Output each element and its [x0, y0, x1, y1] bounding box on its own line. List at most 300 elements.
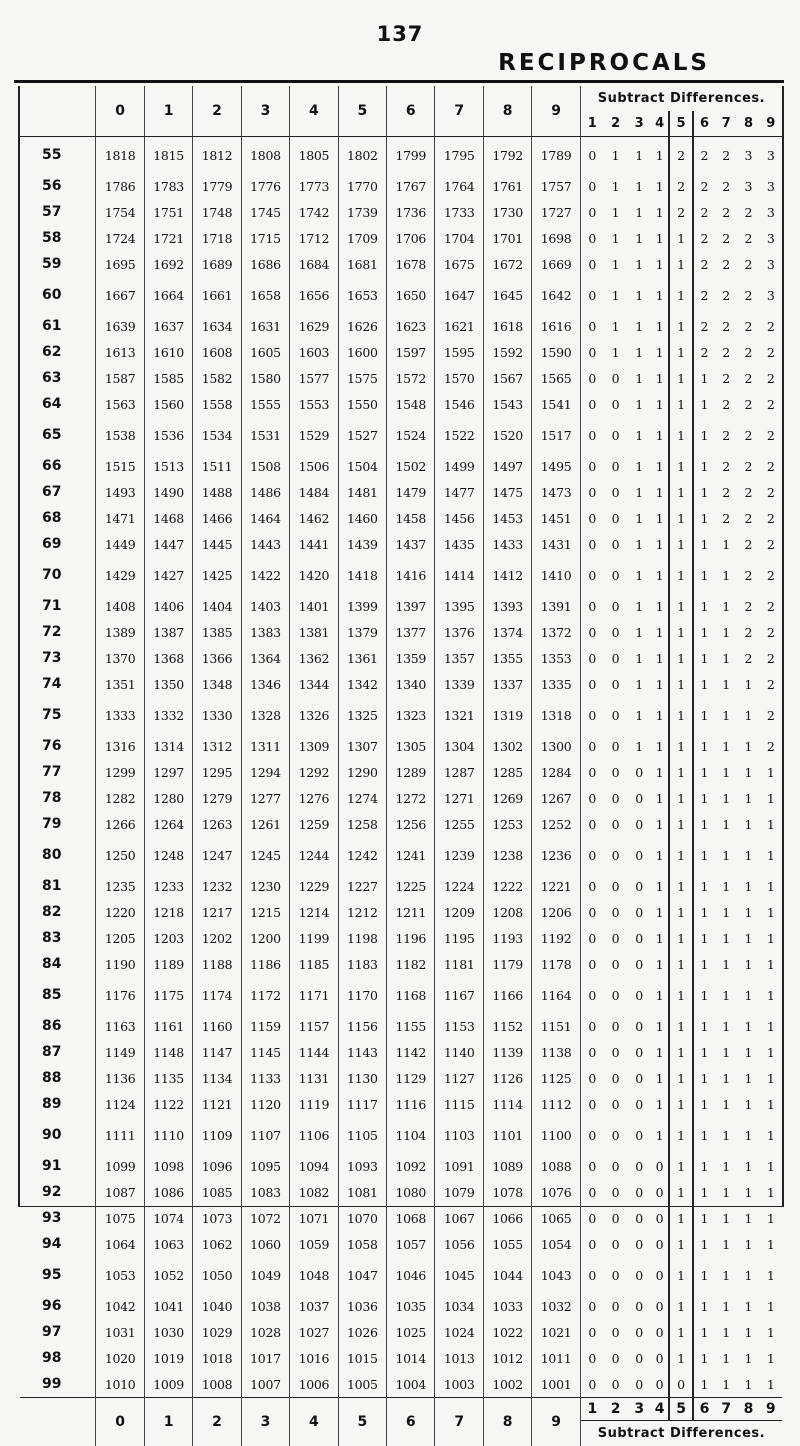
- row-number: 91: [20, 1153, 96, 1179]
- difference-value: 0: [604, 925, 628, 951]
- difference-value: 1: [737, 925, 759, 951]
- difference-value: 2: [693, 173, 715, 199]
- difference-value: 0: [604, 1371, 628, 1398]
- reciprocal-value: 1120: [241, 1091, 289, 1117]
- difference-value: 2: [760, 733, 782, 759]
- difference-value: 1: [715, 697, 737, 733]
- reciprocal-value: 1098: [144, 1153, 192, 1179]
- reciprocal-value: 1005: [338, 1371, 386, 1398]
- reciprocal-value: 1163: [96, 1013, 144, 1039]
- reciprocal-value: 1159: [241, 1013, 289, 1039]
- difference-value: 1: [715, 1205, 737, 1231]
- reciprocal-value: 1218: [144, 899, 192, 925]
- table-row: [20, 313, 782, 339]
- reciprocal-value: 1302: [483, 733, 531, 759]
- reciprocal-value: 1379: [338, 619, 386, 645]
- reciprocal-value: 1081: [338, 1179, 386, 1205]
- reciprocal-value: 1406: [144, 593, 192, 619]
- difference-value: 1: [651, 557, 669, 593]
- reciprocal-value: 1079: [435, 1179, 483, 1205]
- difference-value: 1: [693, 1065, 715, 1091]
- reciprocal-value: 1176: [96, 977, 144, 1013]
- reciprocal-value: 1072: [241, 1205, 289, 1231]
- row-number: 78: [20, 785, 96, 811]
- footer-subtract-differences-label: Subtract Differences.: [580, 1421, 782, 1446]
- row-number: 82: [20, 899, 96, 925]
- reciprocal-value: 1757: [532, 173, 580, 199]
- reciprocal-value: 1802: [338, 137, 386, 174]
- reciprocal-value: 1175: [144, 977, 192, 1013]
- difference-value: 1: [669, 1039, 693, 1065]
- table-row: [20, 479, 782, 505]
- reciprocal-value: 1481: [338, 479, 386, 505]
- difference-value: 1: [760, 899, 782, 925]
- reciprocal-value: 1282: [96, 785, 144, 811]
- difference-value: 1: [737, 1065, 759, 1091]
- difference-value: 1: [651, 645, 669, 671]
- difference-value: 1: [715, 785, 737, 811]
- reciprocal-value: 1742: [290, 199, 338, 225]
- row-number: 95: [20, 1257, 96, 1293]
- difference-value: 0: [604, 811, 628, 837]
- reciprocal-value: 1522: [435, 417, 483, 453]
- reciprocal-value: 1024: [435, 1319, 483, 1345]
- reciprocal-value: 1114: [483, 1091, 531, 1117]
- reciprocal-value: 1458: [387, 505, 435, 531]
- reciprocal-value: 1647: [435, 277, 483, 313]
- difference-value: 1: [715, 925, 737, 951]
- reciprocal-value: 1764: [435, 173, 483, 199]
- difference-value: 2: [715, 453, 737, 479]
- table-row: [20, 785, 782, 811]
- reciprocal-value: 1042: [96, 1293, 144, 1319]
- difference-value: 1: [693, 1039, 715, 1065]
- reciprocal-value: 1055: [483, 1231, 531, 1257]
- reciprocal-value: 1348: [193, 671, 241, 697]
- difference-value: 0: [604, 593, 628, 619]
- difference-value: 0: [604, 1039, 628, 1065]
- difference-value: 0: [580, 645, 604, 671]
- table-row: [20, 225, 782, 251]
- difference-value: 1: [651, 479, 669, 505]
- difference-value: 2: [715, 505, 737, 531]
- difference-value: 2: [737, 365, 759, 391]
- reciprocals-table-frame: [18, 86, 784, 1207]
- difference-value: 1: [627, 365, 651, 391]
- col-header: 7: [435, 86, 483, 137]
- table-row: [20, 365, 782, 391]
- reciprocal-value: 1002: [483, 1371, 531, 1398]
- reciprocal-value: 1054: [532, 1231, 580, 1257]
- difference-value: 1: [693, 505, 715, 531]
- reciprocal-value: 1189: [144, 951, 192, 977]
- reciprocal-value: 1100: [532, 1117, 580, 1153]
- reciprocal-value: 1721: [144, 225, 192, 251]
- reciprocal-value: 1603: [290, 339, 338, 365]
- difference-value: 2: [760, 645, 782, 671]
- difference-value: 0: [580, 951, 604, 977]
- reciprocal-value: 1362: [290, 645, 338, 671]
- difference-value: 1: [760, 1117, 782, 1153]
- difference-value: 1: [715, 759, 737, 785]
- difference-value: 1: [715, 619, 737, 645]
- difference-value: 0: [627, 1117, 651, 1153]
- difference-value: 1: [669, 977, 693, 1013]
- difference-value: 1: [737, 1345, 759, 1371]
- reciprocal-value: 1046: [387, 1257, 435, 1293]
- difference-value: 1: [715, 977, 737, 1013]
- row-number: 65: [20, 417, 96, 453]
- difference-value: 1: [693, 1257, 715, 1293]
- reciprocal-value: 1572: [387, 365, 435, 391]
- difference-value: 1: [737, 1319, 759, 1345]
- difference-value: 0: [580, 199, 604, 225]
- page-title: RECIPROCALS: [498, 50, 710, 76]
- reciprocal-value: 1805: [290, 137, 338, 174]
- reciprocal-value: 1091: [435, 1153, 483, 1179]
- diff-col-header: 4: [651, 111, 669, 137]
- difference-value: 2: [760, 313, 782, 339]
- difference-value: 0: [580, 1205, 604, 1231]
- difference-value: 2: [715, 365, 737, 391]
- reciprocal-value: 1786: [96, 173, 144, 199]
- reciprocal-value: 1225: [387, 873, 435, 899]
- difference-value: 0: [651, 1179, 669, 1205]
- reciprocal-value: 1238: [483, 837, 531, 873]
- row-number: 98: [20, 1345, 96, 1371]
- reciprocal-value: 1595: [435, 339, 483, 365]
- difference-value: 1: [715, 531, 737, 557]
- reciprocal-value: 1092: [387, 1153, 435, 1179]
- diff-col-header: 2: [604, 111, 628, 137]
- reciprocal-value: 1082: [290, 1179, 338, 1205]
- difference-value: 1: [737, 977, 759, 1013]
- reciprocal-value: 1435: [435, 531, 483, 557]
- difference-value: 1: [737, 899, 759, 925]
- row-number: 75: [20, 697, 96, 733]
- difference-value: 0: [580, 1257, 604, 1293]
- difference-value: 1: [693, 417, 715, 453]
- reciprocal-value: 1004: [387, 1371, 435, 1398]
- difference-value: 1: [669, 339, 693, 365]
- difference-value: 0: [604, 1257, 628, 1293]
- difference-value: 1: [627, 697, 651, 733]
- row-number: 85: [20, 977, 96, 1013]
- reciprocal-value: 1736: [387, 199, 435, 225]
- footer-col-header: 8: [483, 1398, 531, 1446]
- reciprocal-value: 1585: [144, 365, 192, 391]
- difference-value: 1: [693, 557, 715, 593]
- reciprocals-table: [20, 86, 782, 1446]
- difference-value: 0: [627, 1179, 651, 1205]
- reciprocal-value: 1667: [96, 277, 144, 313]
- table-row: [20, 899, 782, 925]
- difference-value: 0: [627, 1205, 651, 1231]
- reciprocal-value: 1036: [338, 1293, 386, 1319]
- reciprocal-value: 1074: [144, 1205, 192, 1231]
- reciprocal-value: 1172: [241, 977, 289, 1013]
- reciprocal-value: 1272: [387, 785, 435, 811]
- reciprocal-value: 1099: [96, 1153, 144, 1179]
- difference-value: 1: [715, 1345, 737, 1371]
- difference-value: 0: [580, 873, 604, 899]
- difference-value: 1: [760, 1091, 782, 1117]
- reciprocal-value: 1650: [387, 277, 435, 313]
- reciprocal-value: 1290: [338, 759, 386, 785]
- reciprocal-value: 1484: [290, 479, 338, 505]
- table-row: [20, 619, 782, 645]
- reciprocal-value: 1188: [193, 951, 241, 977]
- reciprocal-value: 1044: [483, 1257, 531, 1293]
- difference-value: 0: [627, 899, 651, 925]
- reciprocal-value: 1344: [290, 671, 338, 697]
- difference-value: 0: [651, 1345, 669, 1371]
- table-row: [20, 1205, 782, 1231]
- difference-value: 1: [693, 1293, 715, 1319]
- row-number: 63: [20, 365, 96, 391]
- difference-value: 1: [651, 531, 669, 557]
- difference-value: 1: [715, 1293, 737, 1319]
- difference-value: 1: [737, 1371, 759, 1398]
- reciprocal-value: 1499: [435, 453, 483, 479]
- difference-value: 1: [627, 251, 651, 277]
- reciprocal-value: 1342: [338, 671, 386, 697]
- difference-value: 2: [715, 417, 737, 453]
- reciprocal-value: 1264: [144, 811, 192, 837]
- difference-value: 1: [651, 225, 669, 251]
- reciprocal-value: 1307: [338, 733, 386, 759]
- reciprocal-value: 1136: [96, 1065, 144, 1091]
- difference-value: 1: [737, 1231, 759, 1257]
- reciprocal-value: 1815: [144, 137, 192, 174]
- reciprocal-value: 1294: [241, 759, 289, 785]
- difference-value: 0: [651, 1231, 669, 1257]
- difference-value: 0: [604, 1153, 628, 1179]
- reciprocal-value: 1698: [532, 225, 580, 251]
- reciprocal-value: 1361: [338, 645, 386, 671]
- reciprocal-value: 1008: [193, 1371, 241, 1398]
- difference-value: 0: [651, 1371, 669, 1398]
- difference-value: 1: [760, 1205, 782, 1231]
- difference-value: 0: [604, 733, 628, 759]
- reciprocal-value: 1408: [96, 593, 144, 619]
- difference-value: 1: [693, 1345, 715, 1371]
- reciprocal-value: 1104: [387, 1117, 435, 1153]
- reciprocal-value: 1658: [241, 277, 289, 313]
- reciprocal-value: 1014: [387, 1345, 435, 1371]
- table-row: [20, 173, 782, 199]
- reciprocal-value: 1129: [387, 1065, 435, 1091]
- reciprocal-value: 1096: [193, 1153, 241, 1179]
- difference-value: 1: [627, 505, 651, 531]
- reciprocal-value: 1473: [532, 479, 580, 505]
- reciprocal-value: 1183: [338, 951, 386, 977]
- reciprocal-value: 1681: [338, 251, 386, 277]
- difference-value: 2: [693, 137, 715, 174]
- reciprocal-value: 1006: [290, 1371, 338, 1398]
- footer-col-header: 2: [193, 1398, 241, 1446]
- difference-value: 1: [693, 873, 715, 899]
- difference-value: 2: [737, 251, 759, 277]
- difference-value: 0: [580, 899, 604, 925]
- reciprocal-value: 1229: [290, 873, 338, 899]
- difference-value: 1: [669, 1013, 693, 1039]
- difference-value: 2: [737, 479, 759, 505]
- reciprocal-value: 1186: [241, 951, 289, 977]
- table-row: [20, 277, 782, 313]
- difference-value: 0: [604, 759, 628, 785]
- diff-col-header: 3: [627, 111, 651, 137]
- row-number: 87: [20, 1039, 96, 1065]
- reciprocal-value: 1045: [435, 1257, 483, 1293]
- reciprocal-value: 1168: [387, 977, 435, 1013]
- row-number: 71: [20, 593, 96, 619]
- reciprocal-value: 1330: [193, 697, 241, 733]
- reciprocal-value: 1672: [483, 251, 531, 277]
- reciprocal-value: 1493: [96, 479, 144, 505]
- difference-value: 2: [760, 671, 782, 697]
- reciprocal-value: 1211: [387, 899, 435, 925]
- difference-value: 0: [627, 1153, 651, 1179]
- reciprocal-value: 1059: [290, 1231, 338, 1257]
- reciprocal-value: 1253: [483, 811, 531, 837]
- table-row: [20, 873, 782, 899]
- reciprocal-value: 1053: [96, 1257, 144, 1293]
- difference-value: 0: [604, 1065, 628, 1091]
- difference-value: 0: [580, 173, 604, 199]
- reciprocal-value: 1058: [338, 1231, 386, 1257]
- table-row: [20, 759, 782, 785]
- difference-value: 0: [604, 645, 628, 671]
- difference-value: 0: [580, 277, 604, 313]
- difference-value: 1: [651, 785, 669, 811]
- difference-value: 0: [604, 899, 628, 925]
- difference-value: 1: [760, 1345, 782, 1371]
- difference-value: 2: [737, 225, 759, 251]
- row-number: 88: [20, 1065, 96, 1091]
- col-header: 3: [241, 86, 289, 137]
- difference-value: 0: [627, 1091, 651, 1117]
- difference-value: 0: [580, 1231, 604, 1257]
- reciprocal-value: 1267: [532, 785, 580, 811]
- difference-value: 1: [715, 951, 737, 977]
- row-number: 79: [20, 811, 96, 837]
- reciprocal-value: 1553: [290, 391, 338, 417]
- reciprocal-value: 1105: [338, 1117, 386, 1153]
- reciprocal-value: 1259: [290, 811, 338, 837]
- reciprocal-value: 1152: [483, 1013, 531, 1039]
- difference-value: 0: [627, 785, 651, 811]
- reciprocal-value: 1761: [483, 173, 531, 199]
- difference-value: 1: [669, 531, 693, 557]
- difference-value: 0: [627, 837, 651, 873]
- difference-value: 0: [604, 391, 628, 417]
- reciprocal-value: 1471: [96, 505, 144, 531]
- reciprocal-value: 1709: [338, 225, 386, 251]
- difference-value: 0: [651, 1319, 669, 1345]
- reciprocal-value: 1174: [193, 977, 241, 1013]
- row-number: 99: [20, 1371, 96, 1398]
- reciprocal-value: 1447: [144, 531, 192, 557]
- reciprocal-value: 1166: [483, 977, 531, 1013]
- difference-value: 1: [627, 479, 651, 505]
- row-number: 93: [20, 1205, 96, 1231]
- reciprocal-value: 1217: [193, 899, 241, 925]
- reciprocal-value: 1185: [290, 951, 338, 977]
- reciprocal-value: 1309: [290, 733, 338, 759]
- difference-value: 1: [737, 1293, 759, 1319]
- reciprocal-value: 1316: [96, 733, 144, 759]
- difference-value: 2: [715, 277, 737, 313]
- reciprocal-value: 1071: [290, 1205, 338, 1231]
- reciprocal-value: 1073: [193, 1205, 241, 1231]
- difference-value: 1: [604, 173, 628, 199]
- row-number: 57: [20, 199, 96, 225]
- difference-value: 0: [580, 391, 604, 417]
- difference-value: 1: [693, 1231, 715, 1257]
- difference-value: 1: [737, 1039, 759, 1065]
- difference-value: 1: [669, 1257, 693, 1293]
- reciprocal-value: 1203: [144, 925, 192, 951]
- reciprocal-value: 1161: [144, 1013, 192, 1039]
- difference-value: 1: [669, 453, 693, 479]
- difference-value: 1: [669, 1319, 693, 1345]
- difference-value: 0: [580, 1319, 604, 1345]
- difference-value: 1: [651, 1065, 669, 1091]
- reciprocal-value: 1155: [387, 1013, 435, 1039]
- reciprocal-value: 1300: [532, 733, 580, 759]
- reciprocal-value: 1325: [338, 697, 386, 733]
- table-row: [20, 697, 782, 733]
- difference-value: 0: [580, 417, 604, 453]
- difference-value: 1: [627, 619, 651, 645]
- difference-value: 0: [627, 1371, 651, 1398]
- difference-value: 3: [760, 251, 782, 277]
- difference-value: 1: [760, 785, 782, 811]
- reciprocal-value: 1124: [96, 1091, 144, 1117]
- reciprocal-value: 1577: [290, 365, 338, 391]
- difference-value: 0: [580, 505, 604, 531]
- reciprocal-value: 1167: [435, 977, 483, 1013]
- difference-value: 2: [715, 199, 737, 225]
- reciprocal-value: 1139: [483, 1039, 531, 1065]
- difference-value: 0: [627, 1065, 651, 1091]
- reciprocal-value: 1049: [241, 1257, 289, 1293]
- reciprocal-value: 1350: [144, 671, 192, 697]
- reciprocal-value: 1040: [193, 1293, 241, 1319]
- row-number: 83: [20, 925, 96, 951]
- diff-col-header: 9: [760, 111, 782, 137]
- reciprocal-value: 1395: [435, 593, 483, 619]
- reciprocal-value: 1451: [532, 505, 580, 531]
- difference-value: 1: [715, 557, 737, 593]
- difference-value: 1: [651, 925, 669, 951]
- reciprocal-value: 1733: [435, 199, 483, 225]
- difference-value: 0: [604, 1091, 628, 1117]
- difference-value: 0: [604, 1319, 628, 1345]
- difference-value: 0: [604, 1013, 628, 1039]
- difference-value: 1: [669, 925, 693, 951]
- difference-value: 1: [760, 1179, 782, 1205]
- subtract-differences-header: Subtract Differences.: [580, 86, 782, 111]
- reciprocal-value: 1122: [144, 1091, 192, 1117]
- reciprocal-value: 1067: [435, 1205, 483, 1231]
- reciprocal-value: 1060: [241, 1231, 289, 1257]
- difference-value: 1: [715, 1065, 737, 1091]
- reciprocal-value: 1041: [144, 1293, 192, 1319]
- reciprocal-value: 1012: [483, 1345, 531, 1371]
- table-row: [20, 951, 782, 977]
